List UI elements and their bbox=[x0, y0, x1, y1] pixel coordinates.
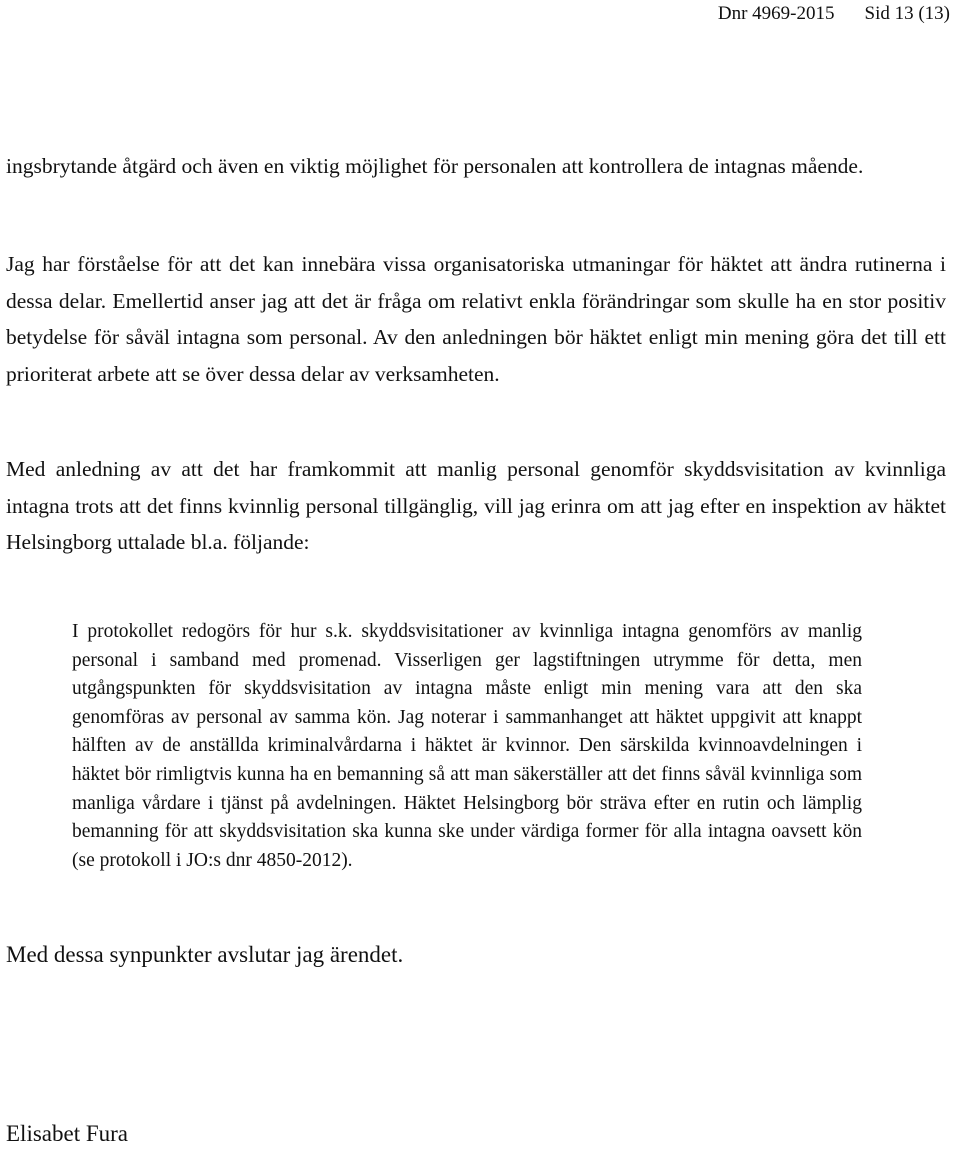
paragraph-3: Med anledning av att det har framkommit att manlig personal genomför skyddsvisitation av kvinnliga intagna trots att det finns kvinnlig personal tillgänglig, vill jag erinra om att jag efter en inspektion av häktet Helsingborg uttalade bl.a. följande: bbox=[6, 457, 946, 554]
document-number: Dnr 4969-2015 bbox=[717, 3, 835, 24]
block-quote: I protokollet redogörs för hur s.k. skyddsvisitationer av kvinnliga intagna genomförs av manlig personal i samband med promenad. Visserligen ger lagstiftningen utrymme för detta, men utgångspunkten för skyddsvisitation av intagna måste enligt min mening vara att den ska genomföras av personal av samma kön. Jag noterar i sammanhanget att häktet uppgivit att knappt hälften av de anställda kriminalvårdarna i häktet är kvinnor. Den särskilda kvinnoavdelningen i häktet bör rimligtvis kunna ha en bemanning så att man säkerställer att det finns såväl kvinnliga som manliga vårdare i tjänst på avdelningen. Häktet Helsingborg bör sträva efter en rutin och lämplig bemanning för att skyddsvisitation ska kunna ske under värdiga former för alla intagna oavsett kön (se protokoll i JO:s dnr 4850-2012). bbox=[72, 621, 862, 871]
signature-name: Elisabet Fura bbox=[6, 1121, 128, 1146]
page-number: Sid 13 (13) bbox=[864, 3, 950, 24]
paragraph-2: Jag har förståelse för att det kan innebära vissa organisatoriska utmaningar för häktet att ändra rutinerna i dessa delar. Emellertid anser jag att det är fråga om relativt enkla förändringar som skulle ha en stor positiv betydelse för såväl intagna som personal. Av den anledningen bör häktet enligt min mening göra det till ett prioriterat arbete att se över dessa delar av verksamheten. bbox=[6, 252, 946, 386]
page-header bbox=[718, 2, 950, 26]
closing-statement: Med dessa synpunkter avslutar jag ärendet. bbox=[6, 942, 404, 967]
paragraph-1: ingsbrytande åtgärd och även en viktig möjlighet för personalen att kontrollera de intagnas mående. bbox=[6, 154, 864, 178]
